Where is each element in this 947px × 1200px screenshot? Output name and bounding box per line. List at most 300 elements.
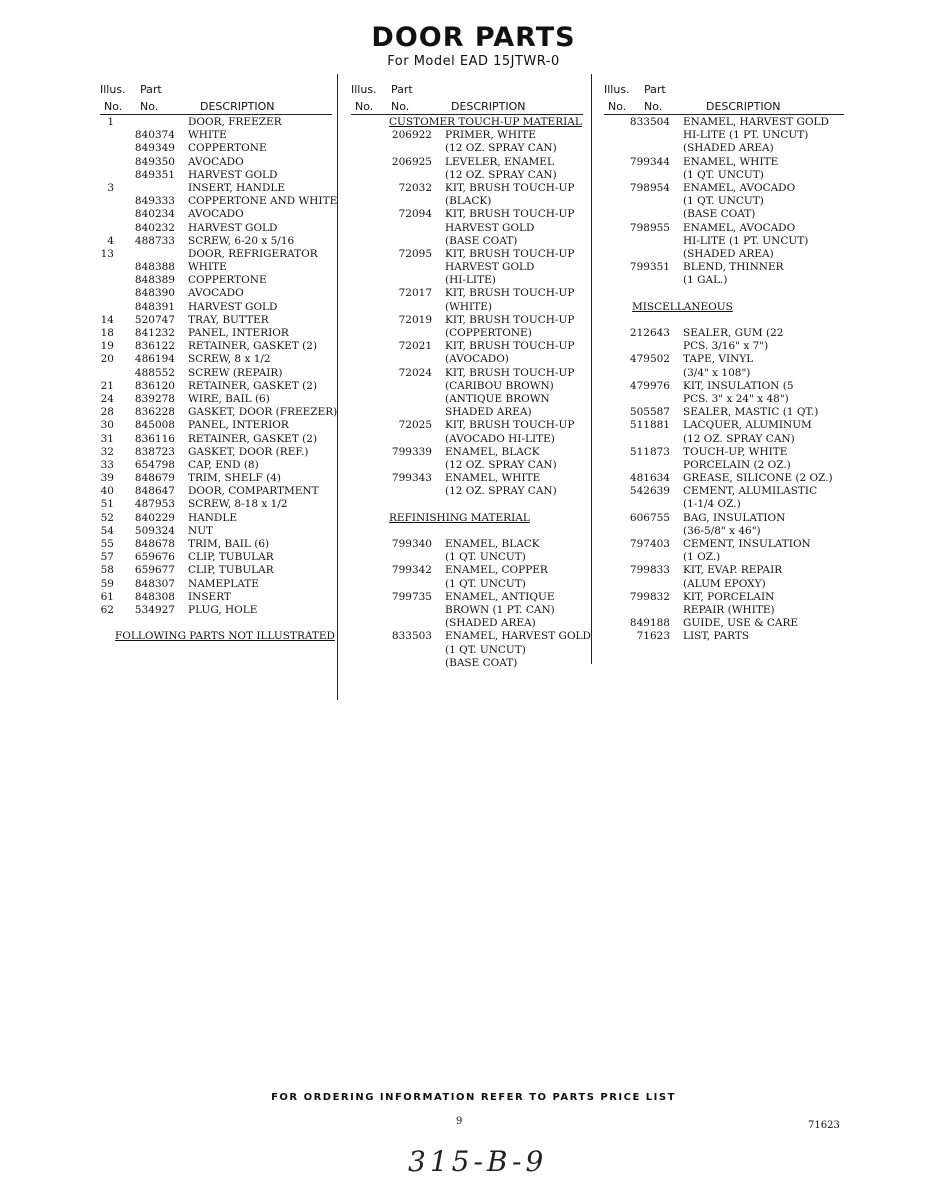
- part-description: HARVEST GOLD: [188, 168, 278, 181]
- part-description: AVOCADO: [188, 208, 244, 221]
- part-description: ENAMEL, ANTIQUE: [445, 590, 555, 603]
- part-number: 542639: [629, 485, 670, 498]
- part-row: [351, 617, 583, 630]
- part-description: ENAMEL, COPPER: [445, 564, 548, 577]
- part-description: (BASE COAT): [445, 656, 518, 669]
- part-description: HI-LITE (1 PT. UNCUT): [683, 129, 809, 142]
- header-illus: Illus.: [100, 83, 126, 96]
- part-row: [604, 248, 844, 261]
- part-row: [100, 406, 338, 419]
- part-description: ENAMEL, BLACK: [445, 538, 540, 550]
- part-number: 799343: [391, 472, 432, 485]
- section-heading-text: REFINISHING MATERIAL: [389, 511, 530, 524]
- header-part-no: No.: [391, 100, 410, 113]
- part-description: ENAMEL, AVOCADO: [683, 221, 796, 234]
- part-row: [604, 169, 844, 182]
- part-number: 848390: [134, 287, 175, 300]
- part-row: [351, 156, 583, 169]
- part-number: 836122: [134, 340, 175, 353]
- part-row: [351, 274, 583, 287]
- parts-list: [604, 116, 844, 644]
- part-description: CEMENT, ALUMILASTIC: [683, 485, 818, 498]
- header-description: DESCRIPTION: [451, 100, 526, 113]
- part-description: PANEL, INTERIOR: [188, 419, 289, 432]
- parts-list: [351, 116, 591, 670]
- part-number: 841232: [134, 327, 175, 339]
- part-row: [100, 287, 332, 300]
- part-row: [100, 116, 332, 129]
- part-description: (BLACK): [445, 195, 492, 208]
- part-description: ENAMEL, HARVEST GOLD: [445, 630, 591, 643]
- part-description: LACQUER, ALUMINUM: [683, 419, 812, 432]
- part-number: 799833: [629, 564, 670, 577]
- illus-number: 20: [100, 353, 114, 366]
- part-row: [100, 182, 332, 195]
- header-part: Part: [644, 83, 666, 96]
- part-description: HARVEST GOLD: [445, 261, 535, 274]
- handwritten-note: 315-B-9: [408, 1145, 548, 1178]
- illus-number: 33: [100, 458, 114, 471]
- column-divider: [337, 74, 338, 700]
- part-number: 488552: [134, 366, 175, 379]
- illus-number: 14: [100, 313, 114, 326]
- part-description: GASKET, DOOR (FREEZER): [188, 406, 338, 419]
- part-description: TAPE, VINYL: [683, 353, 754, 366]
- part-description: (12 OZ. SPRAY CAN): [445, 485, 557, 498]
- part-number: 849349: [134, 142, 175, 155]
- part-number: 72024: [398, 366, 432, 379]
- part-row: [351, 129, 583, 142]
- part-description: (1 QT. UNCUT): [445, 577, 526, 590]
- part-row: [351, 657, 583, 670]
- part-row: [100, 353, 332, 366]
- illus-number: 30: [100, 419, 114, 432]
- part-description: (SHADED AREA): [445, 617, 536, 630]
- part-description: CAP, END (8): [188, 458, 259, 471]
- part-row: [100, 327, 332, 340]
- illus-number: 19: [100, 340, 114, 353]
- column-divider: [591, 74, 592, 664]
- parts-column-1: [100, 80, 338, 644]
- part-description: PCS. 3/16" x 7"): [683, 340, 769, 353]
- part-number: 534927: [134, 603, 175, 616]
- part-description: RETAINER, GASKET (2): [188, 432, 318, 445]
- part-row: [351, 433, 583, 446]
- part-description: (12 OZ. SPRAY CAN): [445, 168, 557, 181]
- part-row: [100, 261, 332, 274]
- section-heading: [351, 116, 583, 129]
- illus-number: 3: [107, 181, 114, 194]
- part-description: KIT, BRUSH TOUCH-UP: [445, 247, 575, 260]
- illus-number: 51: [100, 498, 114, 511]
- part-row: [100, 564, 332, 577]
- part-row: [604, 208, 844, 221]
- part-row: [604, 564, 844, 577]
- part-number: 799735: [391, 590, 432, 603]
- part-description: TRIM, SHELF (4): [188, 472, 281, 485]
- part-number: 486194: [134, 353, 175, 366]
- part-row: [604, 498, 844, 511]
- part-description: GREASE, SILICONE (2 OZ.): [683, 472, 833, 485]
- part-row: [351, 578, 583, 591]
- part-row: [604, 195, 844, 208]
- part-description: HARVEST GOLD: [188, 221, 278, 234]
- part-row: [351, 472, 583, 485]
- part-description: KIT, BRUSH TOUCH-UP: [445, 208, 575, 221]
- part-number: 799339: [391, 445, 432, 458]
- part-description: PANEL, INTERIOR: [188, 327, 289, 339]
- part-description: AVOCADO: [188, 287, 244, 300]
- part-number: 849351: [134, 168, 175, 181]
- part-description: KIT, BRUSH TOUCH-UP: [445, 287, 575, 300]
- part-row: [604, 314, 844, 327]
- part-description: KIT, BRUSH TOUCH-UP: [445, 419, 575, 432]
- part-row: [100, 617, 332, 630]
- part-description: ENAMEL, BLACK: [445, 445, 540, 458]
- part-number: 799832: [629, 590, 670, 603]
- part-row: [604, 182, 844, 195]
- part-row: [604, 129, 844, 142]
- parts-list: [100, 116, 338, 644]
- part-description: ENAMEL, WHITE: [683, 155, 779, 168]
- part-description: CLIP, TUBULAR: [188, 551, 274, 564]
- part-row: [351, 564, 583, 577]
- part-number: 849188: [629, 617, 670, 630]
- part-row: [100, 301, 332, 314]
- part-row: [604, 538, 844, 551]
- part-description: (12 OZ. SPRAY CAN): [445, 458, 557, 471]
- part-description: LIST, PARTS: [683, 630, 750, 643]
- header-illus: Illus.: [604, 83, 630, 96]
- part-row: [100, 195, 338, 208]
- part-row: [351, 208, 583, 221]
- part-number: 833503: [391, 630, 432, 643]
- part-row: [351, 367, 583, 380]
- part-row: [604, 617, 844, 630]
- part-row: [100, 578, 332, 591]
- part-description: (12 OZ. SPRAY CAN): [445, 142, 557, 155]
- part-number: 799340: [391, 538, 432, 550]
- part-row: [100, 222, 332, 235]
- part-description: (ANTIQUE BROWN: [445, 392, 550, 405]
- part-number: 487953: [134, 498, 175, 511]
- part-description: DOOR, FREEZER: [188, 116, 282, 128]
- part-row: [604, 525, 844, 538]
- part-row: [604, 156, 844, 169]
- part-description: (1 OZ.): [683, 551, 721, 564]
- part-number: 206925: [391, 155, 432, 168]
- part-description: COPPERTONE AND WHITE: [188, 195, 338, 208]
- illus-number: 28: [100, 406, 114, 419]
- section-heading-text: FOLLOWING PARTS NOT ILLUSTRATED: [115, 630, 335, 643]
- part-number: 797403: [629, 538, 670, 550]
- part-row: [604, 578, 844, 591]
- part-number: 833504: [629, 116, 670, 128]
- part-row: [351, 182, 583, 195]
- part-row: [100, 551, 332, 564]
- part-row: [604, 327, 844, 340]
- part-description: (1 QT. UNCUT): [445, 643, 526, 656]
- part-description: DOOR, COMPARTMENT: [188, 485, 319, 498]
- part-row: [604, 353, 844, 366]
- part-number: 511881: [629, 419, 670, 432]
- header-part-no: No.: [140, 100, 159, 113]
- part-row: [604, 116, 844, 129]
- part-description: GUIDE, USE & CARE: [683, 617, 799, 630]
- part-row: [604, 380, 844, 393]
- part-number: 840234: [134, 208, 175, 221]
- part-row: [100, 314, 332, 327]
- part-description: (AVOCADO): [445, 353, 509, 366]
- part-row: [100, 498, 332, 511]
- part-number: 71623: [636, 630, 670, 643]
- header-rule: [100, 114, 332, 115]
- header-rule: [604, 114, 844, 115]
- part-row: [351, 353, 583, 366]
- part-number: 212643: [629, 327, 670, 339]
- part-row: [604, 274, 844, 287]
- part-description: ENAMEL, AVOCADO: [683, 181, 796, 194]
- part-description: ENAMEL, WHITE: [445, 472, 541, 485]
- part-description: (12 OZ. SPRAY CAN): [683, 432, 795, 445]
- part-row: [351, 222, 583, 235]
- part-row: [351, 340, 583, 353]
- part-description: KIT, BRUSH TOUCH-UP: [445, 313, 575, 326]
- illus-number: 13: [100, 247, 114, 260]
- part-row: [100, 169, 332, 182]
- part-row: [604, 459, 844, 472]
- part-row: [100, 248, 332, 261]
- part-description: (BASE COAT): [683, 208, 756, 221]
- part-description: PCS. 3" x 24" x 48"): [683, 392, 789, 405]
- illus-number: 54: [100, 524, 114, 537]
- part-description: KIT, EVAP. REPAIR: [683, 564, 783, 577]
- section-heading: [351, 512, 583, 525]
- part-row: [100, 446, 332, 459]
- part-description: TRAY, BUTTER: [188, 313, 269, 326]
- part-description: (AVOCADO HI-LITE): [445, 432, 555, 445]
- header-illus-no: No.: [608, 100, 627, 113]
- part-row: [100, 591, 332, 604]
- part-row: [604, 604, 844, 617]
- part-description: PRIMER, WHITE: [445, 129, 536, 142]
- part-row: [351, 406, 583, 419]
- part-description: SCREW, 8-18 x 1/2: [188, 498, 288, 511]
- part-description: CEMENT, INSULATION: [683, 538, 811, 550]
- part-description: SCREW (REPAIR): [188, 366, 283, 379]
- part-number: 72019: [398, 313, 432, 326]
- part-row: [351, 248, 583, 261]
- part-number: 72021: [398, 340, 432, 353]
- illus-number: 18: [100, 327, 114, 339]
- part-row: [351, 459, 583, 472]
- part-row: [100, 142, 332, 155]
- part-description: COPPERTONE: [188, 274, 267, 287]
- part-row: [100, 235, 332, 248]
- illus-number: 61: [100, 590, 114, 603]
- part-number: 838723: [134, 445, 175, 458]
- part-number: 799351: [629, 261, 670, 274]
- header-illus-no: No.: [104, 100, 123, 113]
- part-row: [604, 551, 844, 564]
- part-row: [604, 393, 844, 406]
- part-row: [604, 340, 844, 353]
- part-row: [100, 459, 332, 472]
- part-number: 848308: [134, 590, 175, 603]
- part-description: DOOR, REFRIGERATOR: [188, 247, 318, 260]
- part-description: AVOCADO: [188, 155, 244, 168]
- part-row: [351, 644, 583, 657]
- column-header: [100, 80, 332, 116]
- part-description: KIT, PORCELAIN: [683, 590, 775, 603]
- part-row: [351, 301, 583, 314]
- part-description: SCREW, 8 x 1/2: [188, 353, 271, 366]
- part-description: TRIM, BAIL (6): [188, 538, 270, 550]
- part-description: SEALER, MASTIC (1 QT.): [683, 406, 819, 419]
- part-row: [351, 551, 583, 564]
- part-number: 798955: [629, 221, 670, 234]
- header-part: Part: [391, 83, 413, 96]
- part-description: (1 GAL.): [683, 274, 728, 287]
- part-row: [604, 406, 844, 419]
- part-number: 848679: [134, 472, 175, 485]
- part-row: [604, 472, 844, 485]
- part-row: [351, 393, 583, 406]
- part-description: INSERT, HANDLE: [188, 181, 286, 194]
- column-header: [604, 80, 844, 116]
- part-number: 848678: [134, 538, 175, 550]
- part-row: [604, 235, 844, 248]
- part-number: 848307: [134, 577, 175, 590]
- part-description: PORCELAIN (2 OZ.): [683, 458, 791, 471]
- part-description: (SHADED AREA): [683, 247, 774, 260]
- part-number: 488733: [134, 234, 175, 247]
- part-description: WIRE, BAIL (6): [188, 392, 270, 405]
- part-description: GASKET, DOOR (REF.): [188, 445, 309, 458]
- part-number: 839278: [134, 392, 175, 405]
- illus-number: 32: [100, 445, 114, 458]
- part-row: [100, 538, 332, 551]
- part-row: [604, 630, 844, 643]
- part-description: NAMEPLATE: [188, 577, 259, 590]
- part-description: ENAMEL, HARVEST GOLD: [683, 116, 829, 128]
- part-row: [351, 485, 583, 498]
- part-row: [100, 433, 332, 446]
- part-row: [351, 195, 583, 208]
- part-row: [100, 340, 332, 353]
- part-row: [351, 235, 583, 248]
- part-row: [351, 261, 583, 274]
- part-row: [604, 512, 844, 525]
- part-description: HARVEST GOLD: [188, 300, 278, 313]
- page-number: 9: [456, 1116, 463, 1127]
- part-description: KIT, BRUSH TOUCH-UP: [445, 366, 575, 379]
- part-row: [604, 419, 844, 432]
- part-number: 845008: [134, 419, 175, 432]
- part-row: [100, 129, 332, 142]
- part-number: 654798: [134, 458, 175, 471]
- part-description: LEVELER, ENAMEL: [445, 155, 554, 168]
- page-title: DOOR PARTS: [371, 22, 576, 53]
- part-row: [351, 525, 583, 538]
- part-number: 72017: [398, 287, 432, 300]
- parts-column-2: [351, 80, 591, 670]
- part-number: 848389: [134, 274, 175, 287]
- part-row: [604, 446, 844, 459]
- part-description: SEALER, GUM (22: [683, 327, 784, 339]
- part-row: [351, 630, 591, 643]
- column-header: [351, 80, 583, 116]
- part-row: [351, 446, 583, 459]
- part-number: 479502: [629, 353, 670, 366]
- part-number: 505587: [629, 406, 670, 419]
- part-description: WHITE: [188, 261, 227, 274]
- part-description: RETAINER, GASKET (2): [188, 340, 318, 353]
- part-description: PLUG, HOLE: [188, 603, 258, 616]
- part-number: 836116: [134, 432, 175, 445]
- part-number: 848391: [134, 300, 175, 313]
- part-description: (SHADED AREA): [683, 142, 774, 155]
- part-number: 836228: [134, 406, 175, 419]
- part-number: 659676: [134, 551, 175, 564]
- part-description: TOUCH-UP, WHITE: [683, 445, 788, 458]
- part-number: 520747: [134, 313, 175, 326]
- part-number: 72032: [398, 181, 432, 194]
- model-subtitle: For Model EAD 15JTWR-0: [387, 54, 560, 69]
- part-description: HARVEST GOLD: [445, 221, 535, 234]
- header-rule: [351, 114, 583, 115]
- part-description: (BASE COAT): [445, 234, 518, 247]
- part-description: KIT, BRUSH TOUCH-UP: [445, 340, 575, 353]
- part-row: [351, 314, 583, 327]
- part-row: [100, 485, 332, 498]
- illus-number: 39: [100, 472, 114, 485]
- part-row: [351, 169, 583, 182]
- illus-number: 59: [100, 577, 114, 590]
- part-number: 479976: [629, 379, 670, 392]
- part-row: [351, 498, 583, 511]
- part-description: SCREW, 6-20 x 5/16: [188, 234, 295, 247]
- part-description: (1 QT. UNCUT): [683, 168, 764, 181]
- part-number: 799344: [629, 155, 670, 168]
- part-description: (HI-LITE): [445, 274, 496, 287]
- illus-number: 31: [100, 432, 114, 445]
- part-row: [100, 274, 332, 287]
- header-part-no: No.: [644, 100, 663, 113]
- part-number: 849350: [134, 155, 175, 168]
- illus-number: 57: [100, 551, 114, 564]
- part-description: (36-5/8" x 46"): [683, 524, 761, 537]
- part-number: 798954: [629, 181, 670, 194]
- part-number: 848647: [134, 485, 175, 498]
- part-row: [604, 591, 844, 604]
- part-number: 849333: [134, 195, 175, 208]
- part-number: 836120: [134, 379, 175, 392]
- section-heading-text: MISCELLANEOUS: [632, 300, 733, 313]
- illus-number: 52: [100, 511, 114, 524]
- part-number: 840232: [134, 221, 175, 234]
- header-description: DESCRIPTION: [706, 100, 781, 113]
- illus-number: 1: [107, 116, 114, 128]
- section-heading-text: CUSTOMER TOUCH-UP MATERIAL: [389, 116, 582, 128]
- illus-number: 24: [100, 392, 114, 405]
- part-number: 511873: [629, 445, 670, 458]
- illus-number: 55: [100, 538, 114, 550]
- part-description: COPPERTONE: [188, 142, 267, 155]
- part-number: 799342: [391, 564, 432, 577]
- illus-number: 40: [100, 485, 114, 498]
- part-description: KIT, INSULATION (5: [683, 379, 794, 392]
